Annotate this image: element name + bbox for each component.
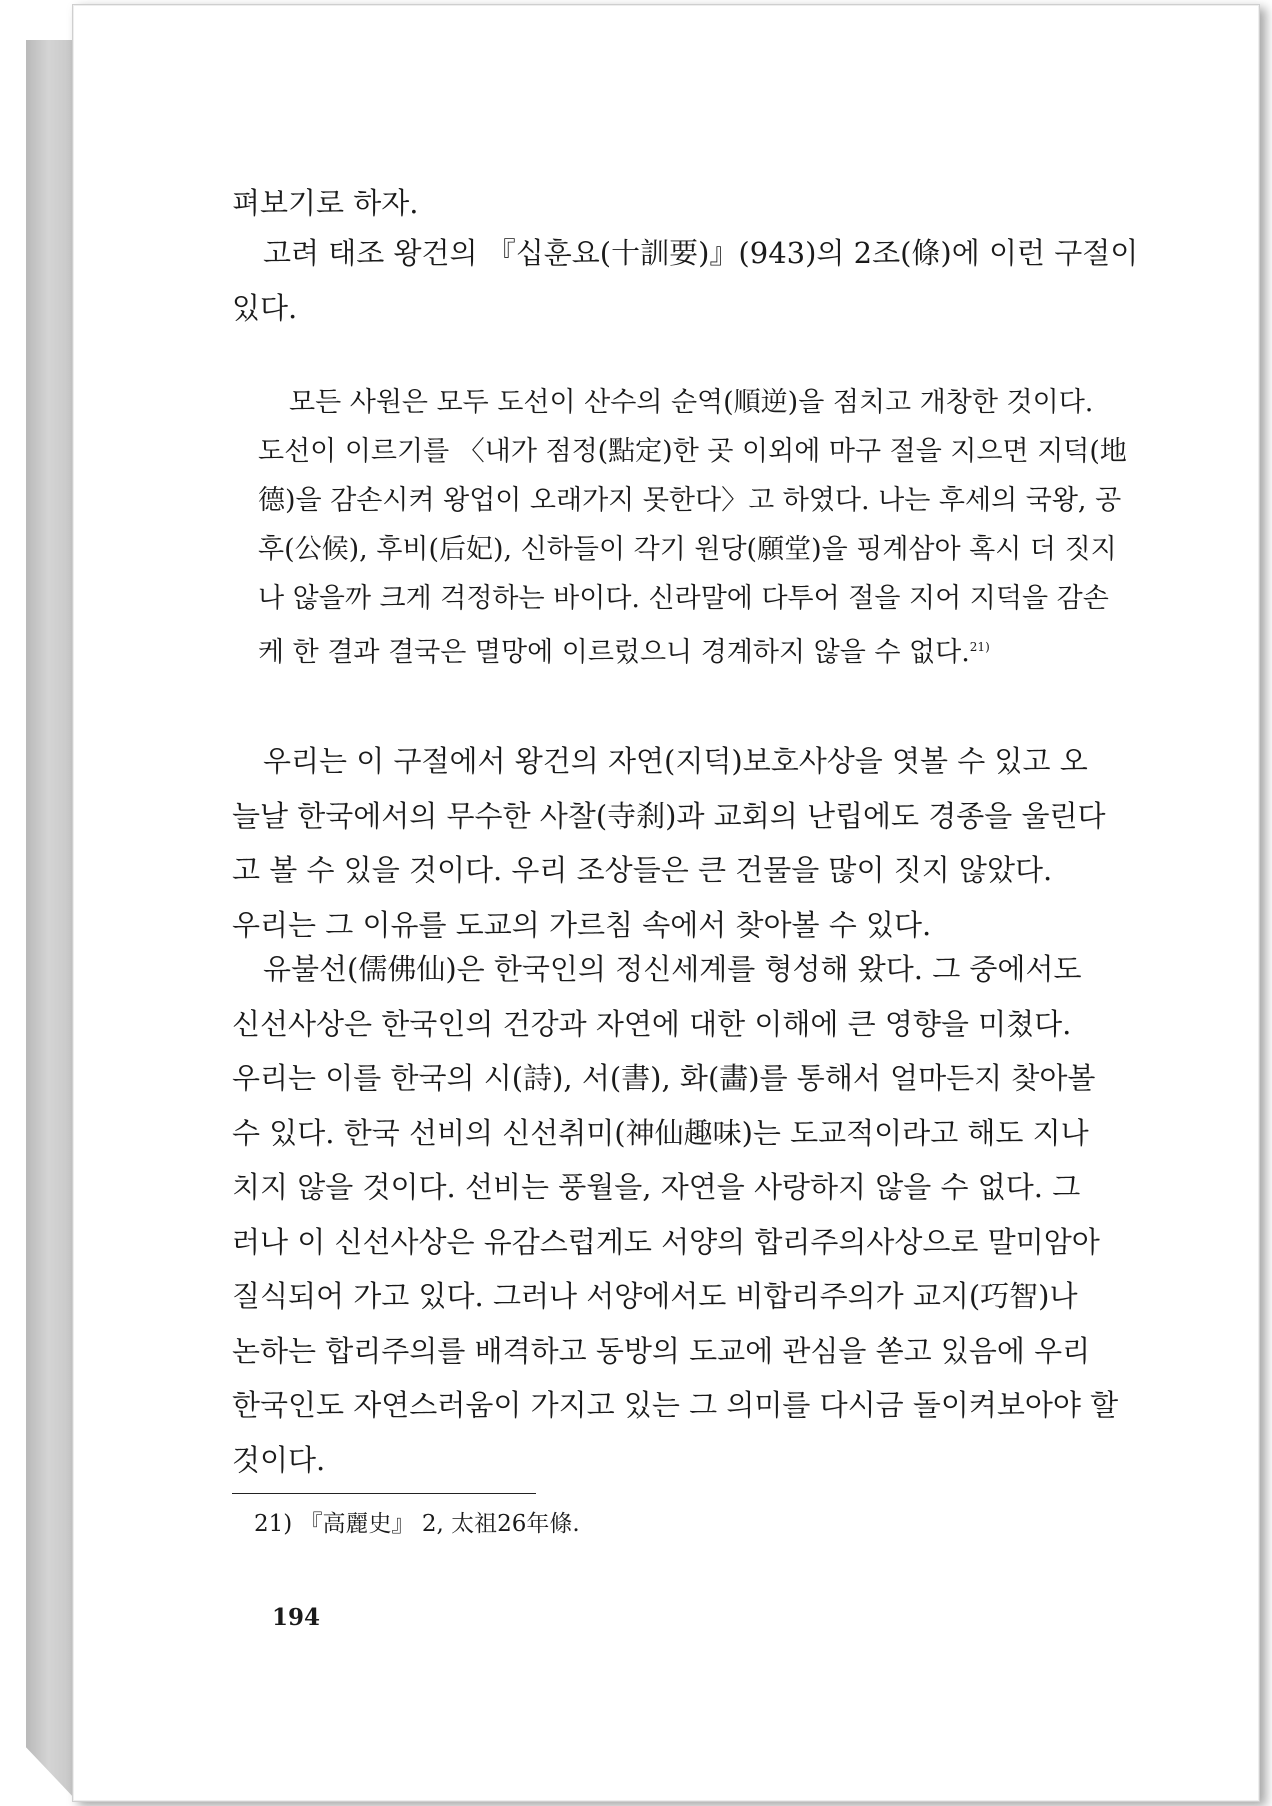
- paragraph-3: [232, 942, 1132, 1487]
- quote-line-last: [258, 623, 1128, 672]
- text-line: 우리는 그 이유를 도교의 가르침 속에서 찾아볼 수 있다.: [232, 907, 932, 942]
- text-line: 질식되어 가고 있다. 그러나 서양에서도 비합리주의가 교지(巧智)나: [232, 1279, 1078, 1313]
- text-line: 유불선(儒佛仙)은 한국인의 정신세계를 형성해 왔다. 그 중에서도: [263, 952, 1082, 986]
- quote-line: 모든 사원은 모두 도선이 산수의 순역(順逆)을 점치고 개창한 것이다.: [289, 387, 1094, 418]
- text-line: 펴보기로 하자.: [232, 186, 419, 220]
- quote-line: 나 않을까 크게 걱정하는 바이다. 신라말에 다투어 절을 지어 지덕을 감손: [258, 583, 1109, 614]
- paragraph-1: [232, 226, 1139, 335]
- text-line: 고 볼 수 있을 것이다. 우리 조상들은 큰 건물을 많이 짓지 않았다.: [232, 853, 1053, 887]
- book-spine: [26, 40, 76, 1800]
- paragraph-intro: [232, 176, 1132, 231]
- page-number: 194: [272, 1604, 321, 1631]
- quote-line: 후(公候), 후비(后妃), 신하들이 각기 원당(願堂)을 핑계삼아 혹시 더 짓지: [258, 534, 1117, 565]
- text-line: 늘날 한국에서의 무수한 사찰(寺刹)과 교회의 난립에도 경종을 울린다: [232, 798, 1106, 833]
- text-line: 고려 태조 왕건의 『십훈요(十訓要)』(943)의 2조(條)에 이런 구절이: [263, 236, 1139, 270]
- block-quote: [258, 378, 1128, 672]
- text-line: 논하는 합리주의를 배격하고 동방의 도교에 관심을 쏟고 있음에 우리: [232, 1333, 1091, 1368]
- quote-line: 도선이 이르기를 〈내가 점정(點定)한 곳 이외에 마구 절을 지으면 지덕(地: [258, 436, 1127, 467]
- text-line: 한국인도 자연스러움이 가지고 있는 그 의미를 다시금 돌이켜보아야 할: [232, 1388, 1119, 1422]
- text-line: 우리는 이를 한국의 시(詩), 서(書), 화(畵)를 통해서 얼마든지 찾아볼: [232, 1061, 1096, 1095]
- footnote: 21) 『高麗史』 2, 太祖26年條.: [254, 1511, 580, 1537]
- paragraph-2: [232, 734, 1132, 952]
- text-line: 신선사상은 한국인의 건강과 자연에 대한 이해에 큰 영향을 미쳤다.: [232, 1006, 1072, 1041]
- footnote-divider: [232, 1493, 536, 1494]
- text-line: 있다.: [232, 290, 298, 325]
- text-line: 것이다.: [232, 1442, 326, 1477]
- text-line: 치지 않을 것이다. 선비는 풍월을, 자연을 사랑하지 않을 수 없다. 그: [232, 1170, 1081, 1204]
- text-line: 우리는 이 구절에서 왕건의 자연(지덕)보호사상을 엿볼 수 있고 오: [263, 744, 1088, 778]
- text-line: 러나 이 신선사상은 유감스럽게도 서양의 합리주의사상으로 말미암아: [232, 1224, 1100, 1259]
- quote-line: 德)을 감손시켜 왕업이 오래가지 못한다〉고 하였다. 나는 후세의 국왕, 공: [258, 485, 1122, 516]
- quote-line-text: 케 한 결과 결국은 멸망에 이르렀으니 경계하지 않을 수 없다.: [258, 637, 970, 668]
- text-line: 수 있다. 한국 선비의 신선취미(神仙趣味)는 도교적이라고 해도 지나: [232, 1115, 1089, 1150]
- footnote-ref: 21): [969, 640, 990, 654]
